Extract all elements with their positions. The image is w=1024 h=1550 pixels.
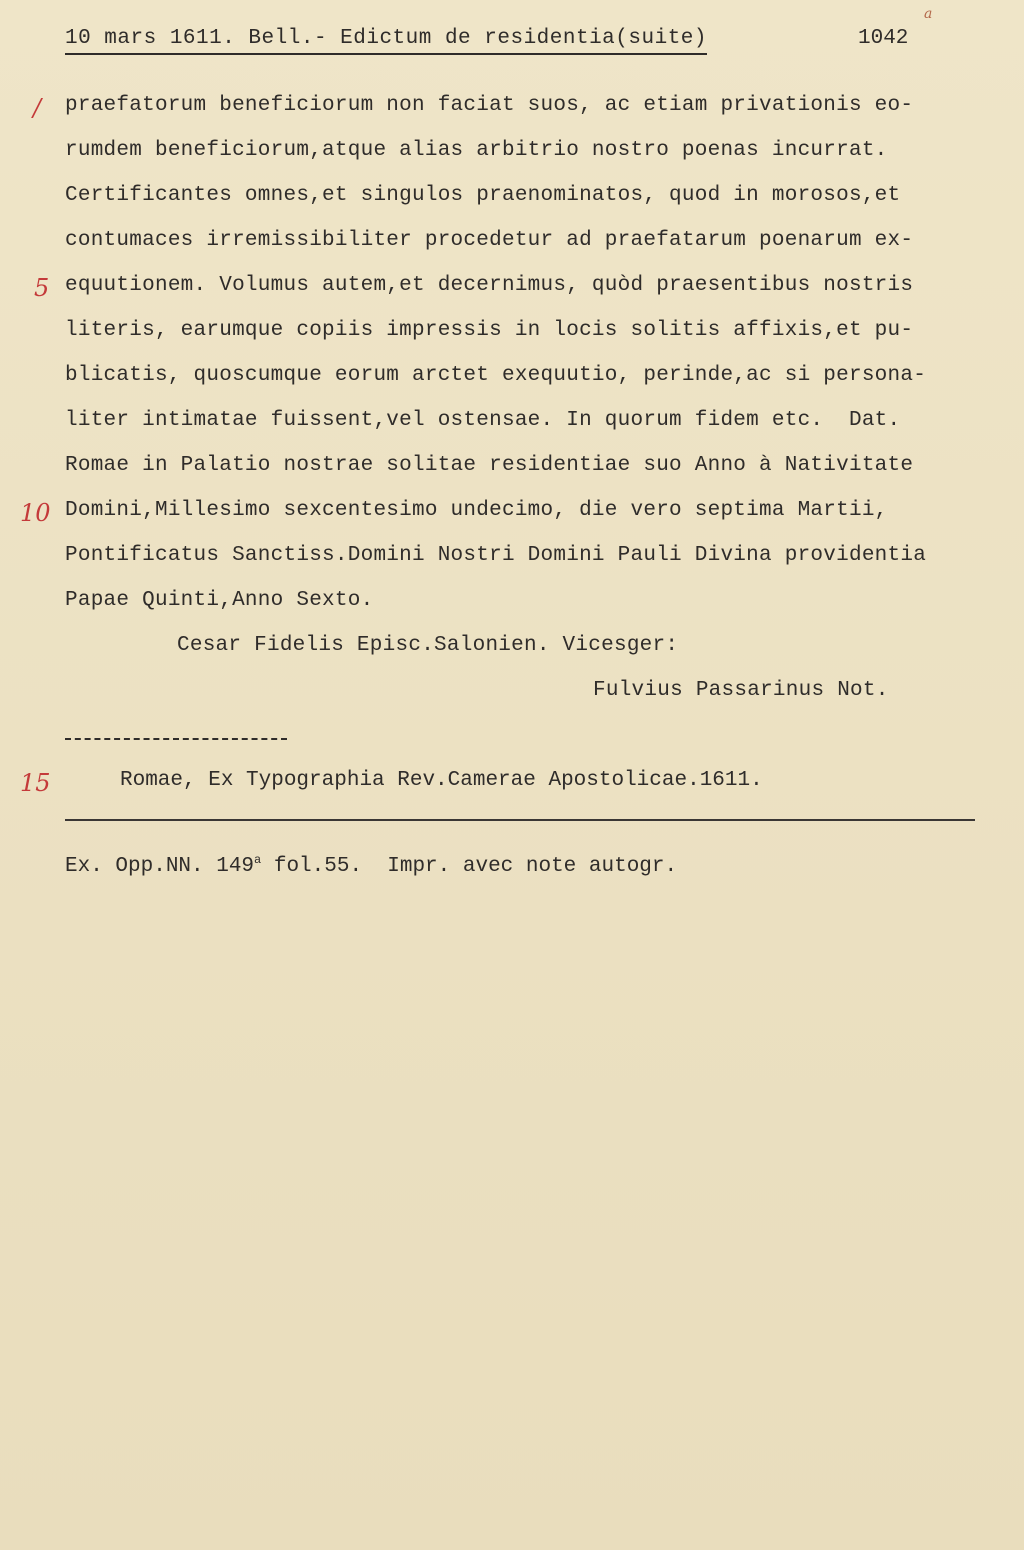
body-line-2: rumdem beneficiorum,atque alias arbitrio nostro poenas incurrat. xyxy=(65,139,888,162)
source-superscript: a xyxy=(254,853,262,867)
body-line-8: liter intimatae fuissent,vel ostensae. In quorum fidem etc. Dat. xyxy=(65,409,901,432)
margin-line-number-10: 10 xyxy=(20,499,51,527)
margin-line-number-15: 15 xyxy=(20,769,51,797)
printer-imprint: Romae, Ex Typographia Rev.Camerae Apostolicae.1611. xyxy=(120,769,763,792)
section-divider xyxy=(65,819,975,821)
source-reference xyxy=(65,854,677,880)
body-line-6: literis, earumque copiis impressis in locis solitis affixis,et pu- xyxy=(65,319,914,342)
source-prefix: Ex. Opp.NN. 149 xyxy=(65,855,255,878)
body-line-4: contumaces irremissibiliter procedetur ad praefatarum poenarum ex- xyxy=(65,229,914,252)
signature-notary: Fulvius Passarinus Not. xyxy=(593,679,889,702)
source-suffix: fol.55. Impr. avec note autogr. xyxy=(261,855,678,878)
page-number: 1042 xyxy=(858,27,909,50)
dashed-separator xyxy=(65,738,287,740)
body-line-3: Certificantes omnes,et singulos praenominatos, quod in morosos,et xyxy=(65,184,901,207)
body-line-11: Pontificatus Sanctiss.Domini Nostri Domini Pauli Divina providentia xyxy=(65,544,927,567)
body-line-10: Domini,Millesimo sexcentesimo undecimo, die vero septima Martii, xyxy=(65,499,888,522)
body-line-12: Papae Quinti,Anno Sexto. xyxy=(65,589,374,612)
signature-vicegerent: Cesar Fidelis Episc.Salonien. Vicesger: xyxy=(177,634,679,657)
body-line-1: praefatorum beneficiorum non faciat suos, ac etiam privationis eo- xyxy=(65,94,914,117)
body-line-5: equutionem. Volumus autem,et decernimus, quòd praesentibus nostris xyxy=(65,274,914,297)
page-number-mark: a xyxy=(924,6,933,22)
body-line-7: blicatis, quoscumque eorum arctet exequutio, perinde,ac si persona- xyxy=(65,364,927,387)
page-header-title: 10 mars 1611. Bell.- Edictum de residentia(suite) xyxy=(65,26,707,55)
margin-line-number-1: / xyxy=(33,94,42,122)
margin-line-number-5: 5 xyxy=(34,274,50,302)
body-line-9: Romae in Palatio nostrae solitae residentiae suo Anno à Nativitate xyxy=(65,454,914,477)
